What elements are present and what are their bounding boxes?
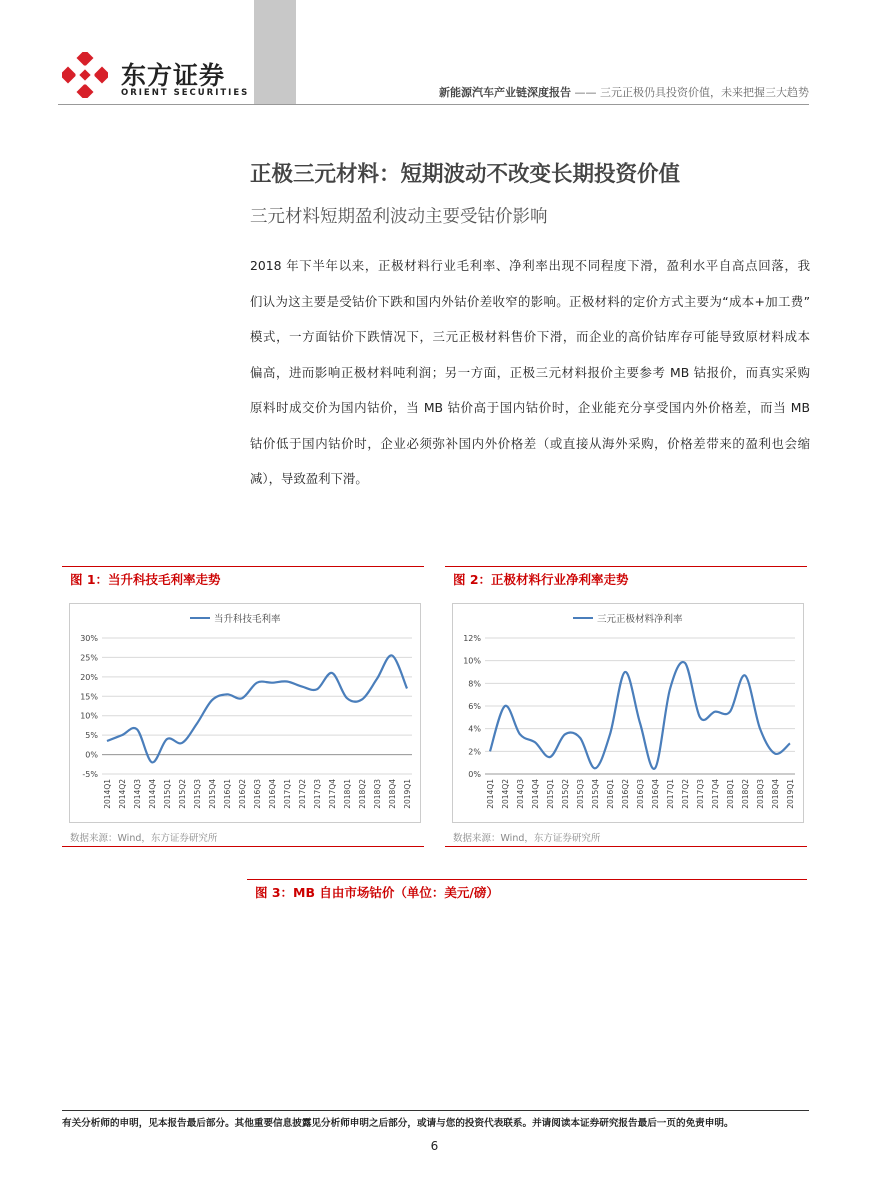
x-tick-label: 2017Q1 [666,779,675,809]
x-tick-label: 2017Q4 [711,779,720,809]
legend-label: 当升科技毛利率 [214,614,281,625]
x-tick-label: 2019Q1 [403,779,412,809]
x-tick-label: 2015Q1 [163,779,172,809]
report-series-title: 新能源汽车产业链深度报告 [439,86,571,99]
y-tick-label: -5% [82,770,98,779]
y-tick-label: 10% [80,711,98,721]
y-tick-label: 25% [80,653,98,663]
x-tick-label: 2018Q2 [741,779,750,809]
footer-divider [62,1110,809,1111]
report-subtitle: —— 三元正极仍具投资价值，未来把握三大趋势 [571,86,809,99]
x-tick-label: 2016Q3 [253,779,262,809]
figure2-title: 图 2：正极材料行业净利率走势 [453,572,629,587]
header-gray-tab [254,0,296,104]
x-tick-label: 2018Q2 [358,779,367,809]
x-tick-label: 2014Q1 [103,779,112,809]
series-line [107,655,407,762]
x-tick-label: 2015Q2 [178,779,187,809]
x-tick-label: 2014Q4 [531,779,540,809]
x-tick-label: 2018Q1 [343,779,352,809]
figure2-top-rule [445,566,807,567]
section-subtitle: 三元材料短期盈利波动主要受钴价影响 [250,207,548,227]
x-tick-label: 2016Q2 [238,779,247,809]
y-tick-label: 30% [80,634,98,643]
y-tick-label: 0% [468,770,481,779]
y-tick-label: 6% [468,702,481,711]
x-tick-label: 2014Q3 [516,779,525,809]
x-tick-label: 2016Q4 [651,779,660,809]
x-tick-label: 2015Q3 [193,779,202,809]
x-tick-label: 2014Q2 [501,779,510,809]
x-tick-label: 2015Q4 [591,779,600,809]
body-paragraph [250,248,810,497]
x-tick-label: 2017Q2 [681,779,690,809]
paragraph-line: 原料时成交价为国内钴价，当 MB 钴价高于国内钴价时，企业能充分享受国内外价格差，而当 MB [250,400,810,415]
header-divider [58,104,809,105]
x-tick-label: 2015Q4 [208,779,217,809]
x-tick-label: 2017Q2 [298,779,307,809]
figure2-chart-frame [452,603,804,823]
report-header [296,84,809,100]
brand-name-en: ORIENT SECURITIES [121,88,250,98]
figure1-bottom-rule [62,846,424,847]
paragraph-line: 钴价低于国内钴价时，企业必须弥补国内外价格差（或直接从海外采购，价格差带来的盈利也会缩 [250,435,810,451]
legend-label: 三元正极材料净利率 [597,614,683,625]
figure2-chart [453,604,803,822]
x-tick-label: 2016Q2 [621,779,630,809]
x-tick-label: 2018Q3 [756,779,765,809]
page-number: 6 [430,1139,439,1153]
x-tick-label: 2018Q1 [726,779,735,809]
y-tick-label: 5% [85,731,98,741]
x-tick-label: 2016Q1 [223,779,232,809]
chart-legend [573,613,683,625]
y-tick-label: 4% [468,724,481,734]
y-tick-label: 10% [463,656,481,666]
y-tick-label: 2% [468,747,481,757]
paragraph-line: 偏高，进而影响正极材料吨利润；另一方面，正极三元材料报价主要参考 MB 钴报价，而真实采购 [250,364,810,380]
x-tick-label: 2016Q4 [268,779,277,809]
x-tick-label: 2017Q1 [283,779,292,809]
footer-disclaimer: 有关分析师的申明，见本报告最后部分。其他重要信息披露见分析师申明之后部分，或请与您的投资代表联系。并请阅读本证券研究报告最后一页的免责申明。 [62,1118,734,1129]
figure2-source: 数据来源：Wind，东方证券研究所 [453,833,601,844]
y-tick-label: 20% [80,672,98,682]
paragraph-line: 2018 年下半年以来，正极材料行业毛利率、净利率出现不同程度下滑，盈利水平自高点回落，我 [250,258,810,273]
series-line [490,662,790,769]
x-tick-label: 2015Q2 [561,779,570,809]
figure1-top-rule [62,566,424,567]
y-tick-label: 0% [85,750,98,760]
figure1-title: 图 1：当升科技毛利率走势 [70,572,221,587]
y-tick-label: 12% [463,634,481,643]
x-tick-label: 2016Q3 [636,779,645,809]
x-tick-label: 2014Q1 [486,779,495,809]
x-tick-label: 2018Q3 [373,779,382,809]
x-tick-label: 2016Q1 [606,779,615,809]
x-tick-label: 2015Q1 [546,779,555,809]
paragraph-line: 减），导致盈利下滑。 [250,471,368,486]
x-tick-label: 2014Q2 [118,779,127,809]
figure1-chart [70,604,420,822]
chart-legend [190,613,281,625]
x-tick-label: 2017Q3 [313,779,322,809]
brand-name-cn: 东方证券 [121,61,226,90]
figure3-title: 图 3：MB 自由市场钴价（单位：美元/磅） [255,885,499,900]
y-tick-label: 15% [80,692,98,702]
x-tick-label: 2014Q4 [148,779,157,809]
x-tick-label: 2017Q3 [696,779,705,809]
paragraph-line: 模式，一方面钴价下跌情况下，三元正极材料售价下滑，而企业的高价钴库存可能导致原材料成本 [250,329,810,344]
section-title: 正极三元材料：短期波动不改变长期投资价值 [250,162,681,187]
figure2-bottom-rule [445,846,807,847]
orient-securities-logo [62,52,108,98]
x-tick-label: 2018Q4 [771,779,780,809]
figure3-top-rule [247,879,807,880]
y-tick-label: 8% [468,679,481,689]
x-tick-label: 2014Q3 [133,779,142,809]
x-tick-label: 2018Q4 [388,779,397,809]
x-tick-label: 2015Q3 [576,779,585,809]
figure1-chart-frame [69,603,421,823]
paragraph-line: 们认为这主要是受钴价下跌和国内外钴价差收窄的影响。正极材料的定价方式主要为“成本+加工费” [250,293,810,309]
x-tick-label: 2019Q1 [786,779,795,809]
figure1-source: 数据来源：Wind，东方证券研究所 [70,833,218,844]
x-tick-label: 2017Q4 [328,779,337,809]
